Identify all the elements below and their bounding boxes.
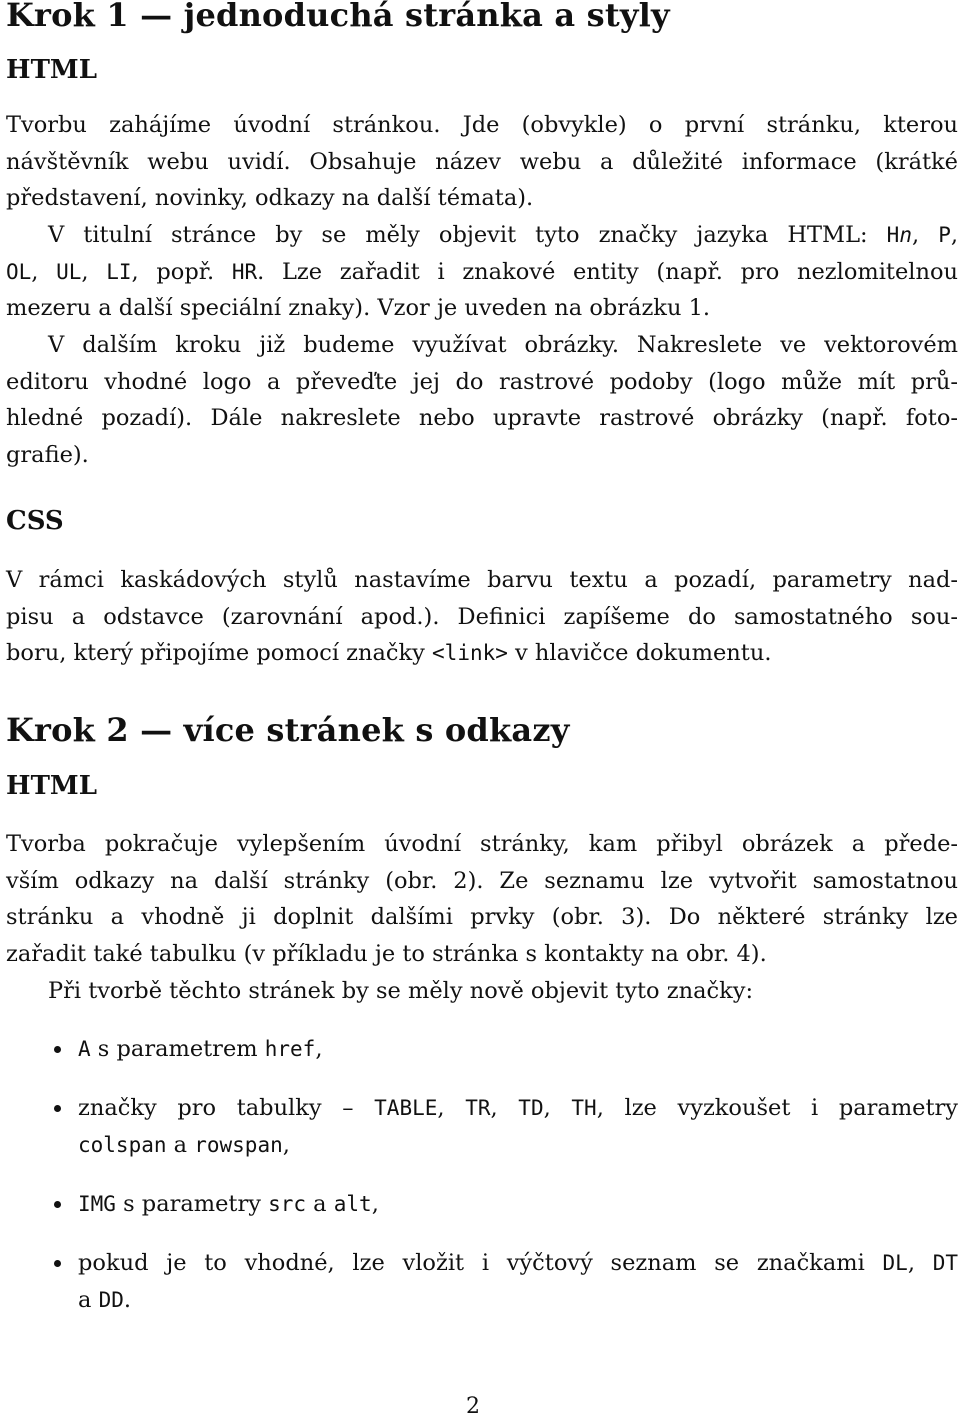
text-line: mezeru a další speciální znaky). Vzor je uveden na obrázku 1. <box>6 295 711 322</box>
code-tag: alt <box>333 1192 372 1216</box>
code-tag: DT <box>932 1251 959 1275</box>
list-item: značky pro tabulky – TABLE, TR, TD, TH, lze vyzkoušet i parametry colspan a rowspan, <box>78 1095 959 1158</box>
text-line: Tvorba pokračuje vylepšením úvodní stránky, kam přibyl obrázek a přede- <box>6 831 958 857</box>
code-tag: src <box>268 1192 307 1216</box>
code-tag: UL <box>56 259 82 284</box>
bullet-icon <box>54 1201 61 1208</box>
code-tag: <link> <box>432 641 508 666</box>
text-line: návštěvník webu uvidí. Obsahuje název webu a důležité informace (krátké <box>6 148 958 175</box>
list-item: pokud je to vhodné, lze vložit i výčtový seznam se značkami DL, DT a DD. <box>78 1250 959 1313</box>
text-line: V rámci kaskádových stylů nastavíme barvu textu a pozadí, parametry nad- <box>6 567 958 593</box>
code-tag: HR <box>231 259 258 284</box>
code-tag: IMG <box>78 1192 116 1216</box>
paragraph-krok1-tags <box>6 217 958 327</box>
text-line: boru, který připojíme pomocí značky <link> v hlavičce dokumentu. <box>6 640 772 667</box>
bullet-icon <box>54 1105 61 1112</box>
section-title-krok1: Krok 1 — jednoduchá stránka a styly <box>6 0 670 34</box>
code-tag: H <box>886 223 900 247</box>
code-tag: n <box>899 223 912 247</box>
subheading-html-2: HTML <box>6 771 97 801</box>
list-item: A s parametrem href, <box>78 1036 323 1062</box>
text-line: V dalším kroku již budeme využívat obrázky. Nakreslete ve vektorovém <box>48 332 958 358</box>
text-line: stránku a vhodně ji doplnit dalšími prvky (obr. 3). Do některé stránky lze <box>6 904 958 931</box>
subheading-html-1: HTML <box>6 55 97 85</box>
text-line: hledné pozadí). Dále nakreslete nebo upravte rastrové obrázky (např. foto- <box>6 405 958 432</box>
text-line: Tvorbu zahájíme úvodní stránkou. Jde (obvykle) o první stránku, kterou <box>6 112 958 138</box>
code-tag: DD <box>98 1288 124 1312</box>
paragraph-krok2-intro <box>6 826 958 1009</box>
code-tag: LI <box>106 259 132 284</box>
code-tag: href <box>264 1037 316 1061</box>
list-item: IMG s parametry src a alt, <box>78 1191 379 1217</box>
text-line: představení, novinky, odkazy na další témata). <box>6 185 534 212</box>
code-tag: P <box>938 223 951 247</box>
text-line: pisu a odstavce (zarovnání apod.). Definici zapíšeme do samostatného sou- <box>6 603 958 630</box>
bullet-icon <box>54 1260 61 1267</box>
paragraph-krok1-intro <box>6 107 958 217</box>
section-title-krok2: Krok 2 — více stránek s odkazy <box>6 711 570 749</box>
text-line: Při tvorbě těchto stránek by se měly nově objevit tyto značky: <box>48 977 754 1004</box>
text-line: grafie). <box>6 442 89 469</box>
text-line: OL, UL, LI, popř. HR. Lze zařadit i znakové entity (např. pro nezlomitelnou <box>6 258 959 285</box>
code-tag: TH <box>571 1096 597 1120</box>
text-line: V titulní stránce by se měly objevit tyto značky jazyka HTML: Hn, P, <box>48 222 958 248</box>
code-tag: rowspan <box>194 1133 283 1157</box>
code-tag: TABLE <box>374 1096 438 1120</box>
code-tag: A <box>78 1037 91 1061</box>
code-tag: OL <box>6 259 32 284</box>
bullet-icon <box>54 1046 61 1053</box>
text-line: editoru vhodné logo a převeďte jej do rastrové podoby (logo může mít prů- <box>6 368 958 395</box>
paragraph-krok1-css <box>6 562 958 672</box>
text-line: vším odkazy na další stránky (obr. 2). Ze seznamu lze vytvořit samostatnou <box>6 867 958 894</box>
code-tag: TD <box>518 1096 544 1120</box>
page-number: 2 <box>466 1394 480 1419</box>
code-tag: DL <box>882 1251 908 1275</box>
code-tag: colspan <box>78 1133 167 1157</box>
text-line: zařadit také tabulku (v příkladu je to stránka s kontakty na obr. 4). <box>6 941 767 968</box>
paragraph-krok1-images <box>6 327 958 474</box>
code-tag: TR <box>465 1096 491 1120</box>
subheading-css: CSS <box>6 506 64 536</box>
